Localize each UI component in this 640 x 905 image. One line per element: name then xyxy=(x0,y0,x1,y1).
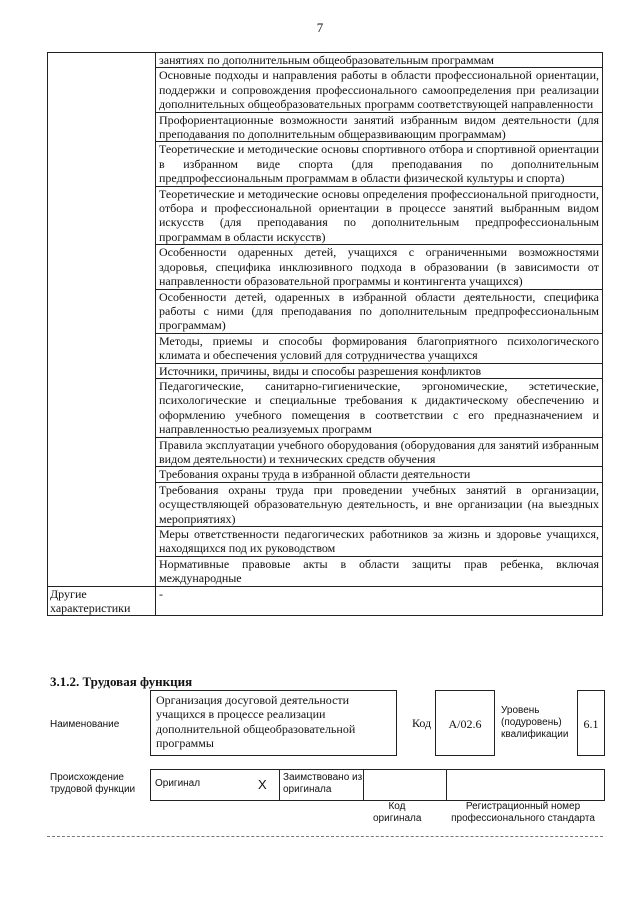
original-mark: X xyxy=(258,777,267,792)
table-cell: Правила эксплуатации учебного оборудования (оборудования для занятий избранным видом деятельности) и технических средств обучения xyxy=(156,437,603,467)
name-value: Организация досуговой деятельности учащихся в процессе реализации дополнительной общеобразовательной программы xyxy=(156,693,356,751)
table-cell: занятиях по дополнительным общеобразовательным программам xyxy=(156,53,603,68)
table-cell: Особенности одаренных детей, учащихся с ограниченными возможностями здоровья, специфика инклюзивного подхода в образовании (в зависимости от направленности образовательной программы и контингента учащихся) xyxy=(156,245,603,289)
level-box xyxy=(577,690,605,756)
table-cell: Нормативные правовые акты в области защиты прав ребенка, включая международные xyxy=(156,556,603,586)
table-cell: Основные подходы и направления работы в области профессиональной ориентации, поддержки и сопровождения профессионального самоопределения при реализации дополнительных общеобразовательных программ соответствующей направленности xyxy=(156,68,603,112)
original-label: Оригинал xyxy=(155,778,201,789)
table-cell: Особенности детей, одаренных в избранной области деятельности, специфика работы с ними (для преподавания по дополнительным предпрофессиональным программам) xyxy=(156,289,603,333)
table-cell: Требования охраны труда при проведении учебных занятий в организации, осуществляющей образовательную деятельность, и вне организации (на выездных мероприятиях) xyxy=(156,482,603,526)
row-label-empty xyxy=(48,53,156,587)
reg-number-label: Регистрационный номер профессионального стандарта xyxy=(451,801,595,824)
level-label: Уровень (подуровень) квалификации xyxy=(501,705,569,740)
table-cell: Педагогические, санитарно-гигиенические, эргономические, эстетические, психологические и специальные требования к дидактическому обеспечению и оформлению учебного помещения в соответствии с его предназначением и направленностью реализуемых программ xyxy=(156,378,603,437)
table-cell: Меры ответственности педагогических работников за жизнь и здоровье учащихся, находящихся под их руководством xyxy=(156,527,603,557)
code-label: Код xyxy=(412,716,432,730)
table-cell: Требования охраны труда в избранной области деятельности xyxy=(156,467,603,482)
table-cell: Теоретические и методические основы определения профессиональной пригодности, отбора и профессиональной ориентации в процессе занятий выбранным видом искусств (для преподавания по дополнительным предпрофессиональным программам в области искусств) xyxy=(156,186,603,245)
page-divider xyxy=(47,836,603,837)
table-cell: Профориентационные возможности занятий избранным видом деятельности (для преподавания по дополнительным общеразвивающим программам) xyxy=(156,112,603,142)
knowledge-table xyxy=(47,52,603,616)
borrowed-label: Заимствовано из оригинала xyxy=(283,772,363,795)
code-value: А/02.6 xyxy=(448,717,482,731)
name-box xyxy=(150,690,397,756)
table-row xyxy=(48,586,603,616)
code-box xyxy=(435,690,495,756)
table-cell: Теоретические и методические основы спортивного отбора и спортивной ориентации в избранном виде спорта (для преподавания по дополнительным предпрофессиональным программам в области физической культуры и спорта) xyxy=(156,142,603,186)
table-cell: Методы, приемы и способы формирования благоприятного психологического климата и обеспечения условий для сотрудничества учащихся xyxy=(156,333,603,363)
other-characteristics-label: Другие характеристики xyxy=(48,586,156,616)
level-value: 6.1 xyxy=(583,717,599,731)
other-characteristics-value: - xyxy=(156,586,603,616)
origin-box xyxy=(150,769,605,801)
page-number: 7 xyxy=(316,20,324,35)
origin-label: Происхождение трудовой функции xyxy=(50,772,136,795)
code-original-label: Код оригинала xyxy=(373,801,422,824)
table-cell: Источники, причины, виды и способы разрешения конфликтов xyxy=(156,363,603,378)
section-title: 3.1.2. Трудовая функция xyxy=(50,674,193,689)
name-label: Наименование xyxy=(50,719,120,730)
table-row xyxy=(48,53,603,68)
